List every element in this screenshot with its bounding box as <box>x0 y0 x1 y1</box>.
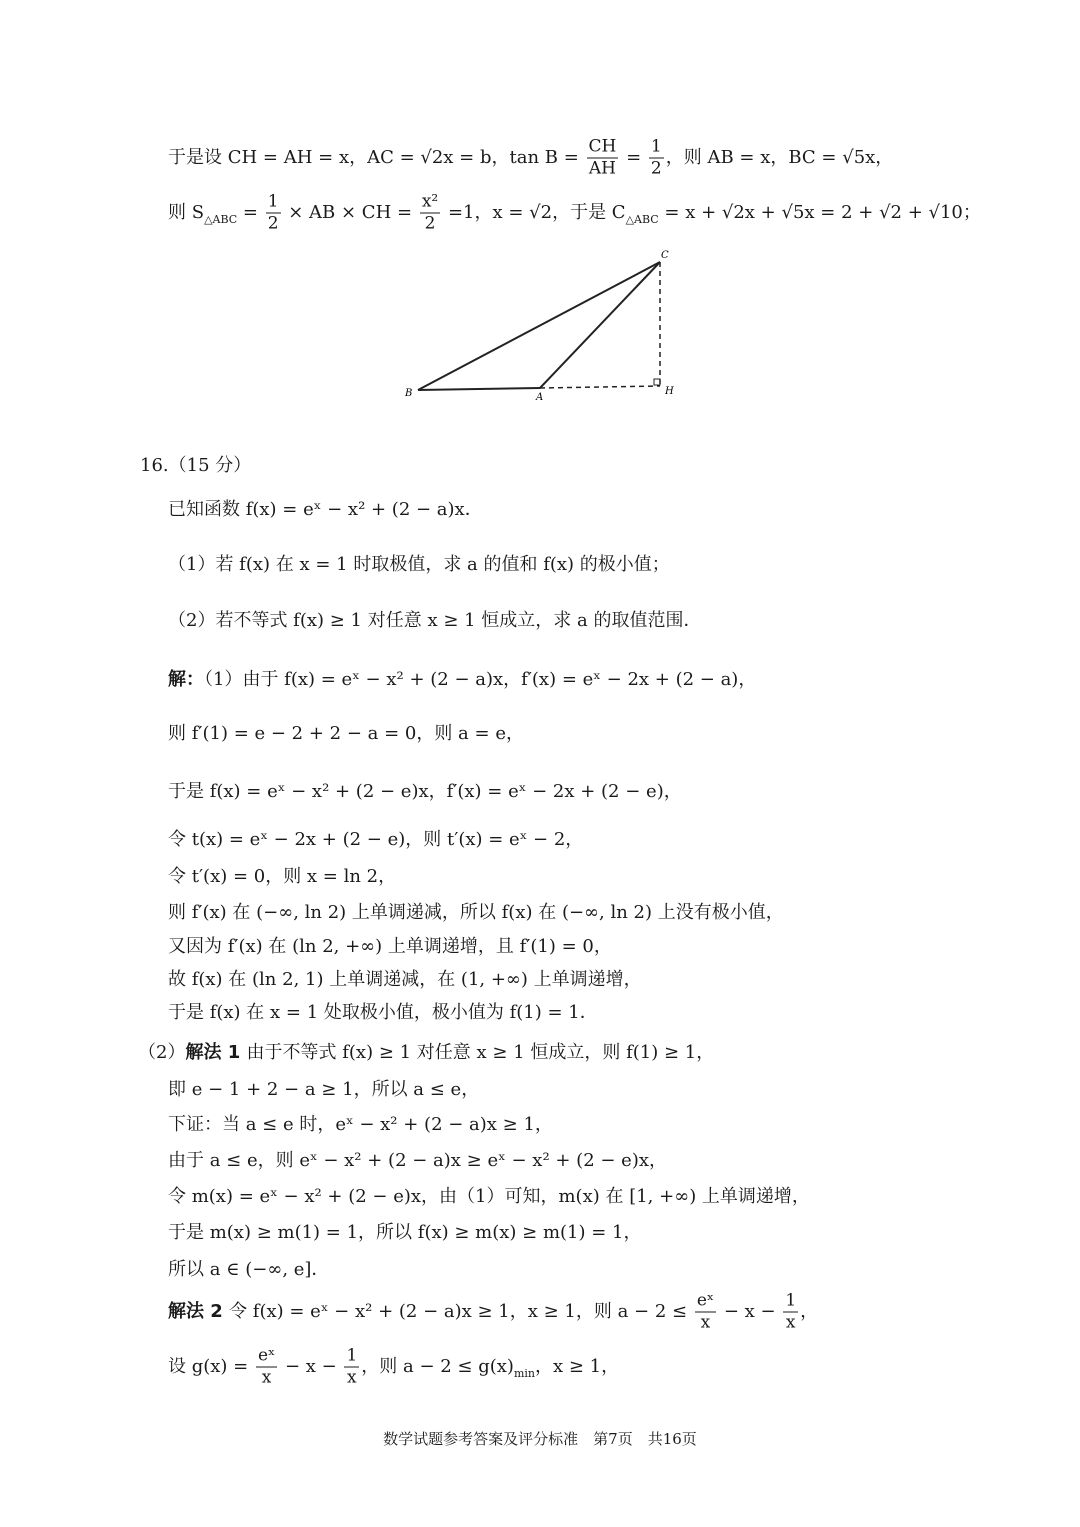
text-segment: 由于 a ≤ e，则 eˣ − x² + (2 − a)x ≥ eˣ − x² + (2 − e)x， <box>168 1150 668 1171</box>
text-segment: （1）由于 f(x) = eˣ − x² + (2 − a)x，f′(x) = eˣ − 2x + (2 − a)， <box>204 669 757 690</box>
text-segment: 故 f(x) 在 (ln 2, 1) 上单调递减，在 (1, +∞) 上单调递增， <box>168 969 642 990</box>
text-segment: 已知函数 f(x) = eˣ − x² + (2 − a)x． <box>168 499 483 520</box>
text-segment: 则 S <box>168 202 205 223</box>
text-segment: （1）若 f(x) 在 x = 1 时取极值，求 a 的值和 f(x) 的极小值； <box>168 554 670 575</box>
denominator: x <box>261 1367 272 1388</box>
denominator: 2 <box>267 213 279 234</box>
segment-ac <box>540 262 660 388</box>
text-segment: − x − <box>718 1301 782 1322</box>
text-segment: 令 t(x) = eˣ − 2x + (2 − e)，则 t′(x) = eˣ − 2， <box>168 829 584 850</box>
subscript: △ABC <box>204 213 238 226</box>
text-segment: = <box>620 147 647 168</box>
text-segment: − x − <box>279 1356 343 1377</box>
text-segment: 于是 f(x) 在 x = 1 处取极小值，极小值为 f(1) = 1． <box>168 1002 598 1023</box>
text-segment: = x + √2x + √5x = 2 + √2 + √10； <box>658 202 981 223</box>
text-segment: 于是设 CH = AH = x，AC = √2x = b，tan B = <box>168 147 585 168</box>
subscript: △ABC <box>625 213 659 226</box>
denominator: 2 <box>424 213 436 234</box>
text-segment: 下证：当 a ≤ e 时，eˣ − x² + (2 − a)x ≥ 1， <box>168 1114 553 1135</box>
text-segment: 令 f(x) = eˣ − x² + (2 − a)x ≥ 1，x ≥ 1，则 a − 2 ≤ <box>229 1301 693 1322</box>
text-segment: 16.（15 分） <box>140 455 252 476</box>
label-h: H <box>665 386 674 397</box>
segment-ah-dashed <box>540 386 660 388</box>
subscript: min <box>513 1367 535 1380</box>
text-segment: 即 e − 1 + 2 − a ≥ 1，所以 a ≤ e， <box>168 1079 480 1100</box>
bold-label: 解法 2 <box>168 1301 230 1322</box>
text-segment: =1，x = √2，于是 C <box>442 202 626 223</box>
text-segment: ，x ≥ 1， <box>535 1356 620 1377</box>
numerator: 1 <box>650 136 662 157</box>
text-segment: （2） <box>138 1042 186 1063</box>
text-segment: 设 g(x) = <box>168 1356 254 1377</box>
text-segment: 于是 m(x) ≥ m(1) = 1，所以 f(x) ≥ m(x) ≥ m(1) = 1， <box>168 1222 642 1243</box>
text-segment: ， <box>800 1301 819 1322</box>
text-segment: 令 m(x) = eˣ − x² + (2 − e)x，由（1）可知，m(x) 在 [1, +∞) 上单调递增， <box>168 1186 810 1207</box>
numerator: eˣ <box>696 1290 715 1311</box>
numerator: 1 <box>267 191 279 212</box>
numerator: CH <box>588 136 617 157</box>
text-segment: 则 f′(1) = e − 2 + 2 − a = 0，则 a = e， <box>168 723 524 744</box>
text-segment: × AB × CH = <box>282 202 418 223</box>
text-segment: 令 t′(x) = 0，则 x = ln 2， <box>168 866 397 887</box>
text-segment: 于是 f(x) = eˣ − x² + (2 − e)x，f′(x) = eˣ − 2x + (2 − e)， <box>168 781 682 802</box>
denominator: 2 <box>650 158 662 179</box>
text-segment: ，则 AB = x，BC = √5x， <box>665 147 894 168</box>
text-segment: （2）若不等式 f(x) ≥ 1 对任意 x ≥ 1 恒成立，求 a 的取值范围． <box>168 610 702 631</box>
denominator: AH <box>588 158 617 179</box>
numerator: 1 <box>346 1345 358 1366</box>
page-footer: 数学试题参考答案及评分标准 第7页 共16页 <box>383 1430 697 1448</box>
label-c: C <box>661 250 669 261</box>
bold-label: 解： <box>168 669 204 690</box>
numerator: x² <box>421 191 439 212</box>
right-angle-mark <box>654 379 660 385</box>
segment-bc <box>418 262 660 390</box>
bold-label: 解法 1 <box>185 1042 247 1063</box>
text-segment: 所以 a ∈ (−∞, e]． <box>168 1259 330 1280</box>
text-segment: = <box>237 202 264 223</box>
text-segment: 则 f′(x) 在 (−∞, ln 2) 上单调递减，所以 f(x) 在 (−∞, ln 2) 上没有极小值， <box>168 902 784 923</box>
denominator: x <box>785 1312 796 1333</box>
label-a: A <box>536 392 544 403</box>
text-segment: ，则 a − 2 ≤ g(x) <box>361 1356 514 1377</box>
denominator: x <box>347 1367 357 1388</box>
text-segment: 由于不等式 f(x) ≥ 1 对任意 x ≥ 1 恒成立，则 f(1) ≥ 1， <box>246 1042 715 1063</box>
label-b: B <box>405 388 413 399</box>
numerator: eˣ <box>257 1345 276 1366</box>
denominator: x <box>700 1312 711 1333</box>
numerator: 1 <box>785 1290 797 1311</box>
text-segment: 又因为 f′(x) 在 (ln 2, +∞) 上单调递增，且 f′(1) = 0， <box>168 936 612 957</box>
segment-ba <box>418 388 540 390</box>
